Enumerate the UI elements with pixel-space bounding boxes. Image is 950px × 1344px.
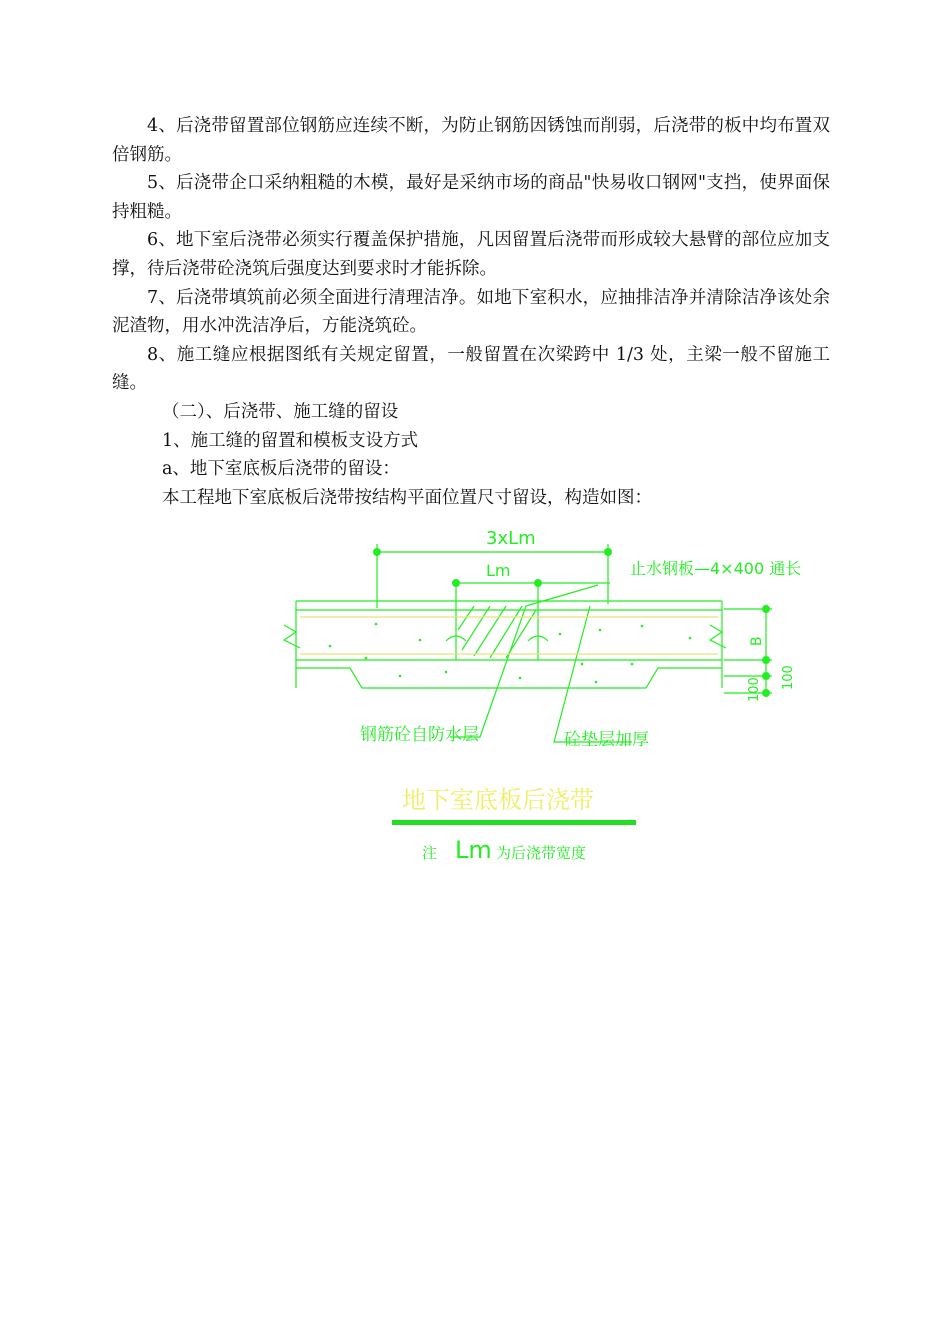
label-self-waterproof-layer: 钢筋砼自防水层 — [360, 725, 479, 745]
note-text: 为后浇带宽度 — [496, 844, 587, 862]
waterstop-label: 止水钢板—4×400 通长 — [630, 559, 802, 578]
label-cushion-thickening: 砼垫层加厚 — [564, 730, 649, 750]
dimension-node — [373, 548, 381, 556]
dimension-node — [762, 689, 770, 697]
dimension-label-100-left: 100 — [747, 677, 762, 702]
paragraph-item-6: 6、地下室后浇带必须实行覆盖保护措施，凡因留置后浇带而形成较大悬臂的部位应加支撑，待后浇带砼浇筑后强度达到要求时才能拆除。 — [112, 230, 830, 279]
note-lm-symbol: Lm — [455, 836, 492, 864]
paragraph-item-4: 4、后浇带留置部位钢筋应连续不断，为防止钢筋因锈蚀而削弱，后浇带的板中均布置双倍钢筋。 — [112, 116, 830, 165]
note-prefix: 注 — [422, 844, 438, 862]
dimension-node — [534, 579, 542, 587]
figure-intro-line: 本工程地下室底板后浇带按结构平面位置尺寸留设，构造如图： — [162, 487, 652, 508]
leader-waterstop — [526, 585, 598, 606]
thickened-cushion-outline — [296, 668, 722, 688]
strip-hatch-line — [474, 606, 506, 656]
dimension-label-band: Lm — [486, 561, 511, 580]
figure-title-underline — [392, 820, 636, 825]
figure-title: 地下室底板后浇带 — [402, 786, 594, 814]
paragraph-item-5: 5、后浇带企口采纳粗糙的木模，最好是采纳市场的商品"快易收口钢网"支挡，使界面保持粗糙。 — [112, 173, 830, 222]
dimension-node — [604, 548, 612, 556]
section-heading: （二）、后浇带、施工缝的留设 — [162, 401, 399, 422]
dimension-node — [452, 579, 460, 587]
strip-hatch-line — [462, 606, 490, 650]
subheading-construction-joint: 1、施工缝的留置和模板支设方式 — [162, 430, 419, 451]
paragraph-item-7: 7、后浇带填筑前必须全面进行清理洁净。如地下室积水，应抽排洁净并清除洁净该处余泥渣物，用水冲洗洁净后，方能浇筑砼。 — [112, 287, 830, 337]
dimension-label-total: 3xLm — [486, 528, 536, 549]
dimension-label-100-right: 100 — [781, 665, 796, 690]
dimension-label-b: B — [749, 636, 765, 646]
dimension-node — [762, 672, 770, 680]
leader-cushion-thickening — [554, 606, 632, 742]
break-symbol-left — [284, 625, 300, 648]
subheading-basement-slab: a、地下室底板后浇带的留设： — [162, 459, 400, 480]
paragraph-item-8: 8、施工缝应根据图纸有关规定留置，一般留置在次梁跨中 1/3 处，主梁一般不留施工缝。 — [112, 344, 830, 394]
dimension-node — [762, 605, 770, 613]
rebar-lines — [300, 617, 718, 654]
dimension-node — [762, 656, 770, 664]
break-symbol-right — [710, 625, 726, 648]
